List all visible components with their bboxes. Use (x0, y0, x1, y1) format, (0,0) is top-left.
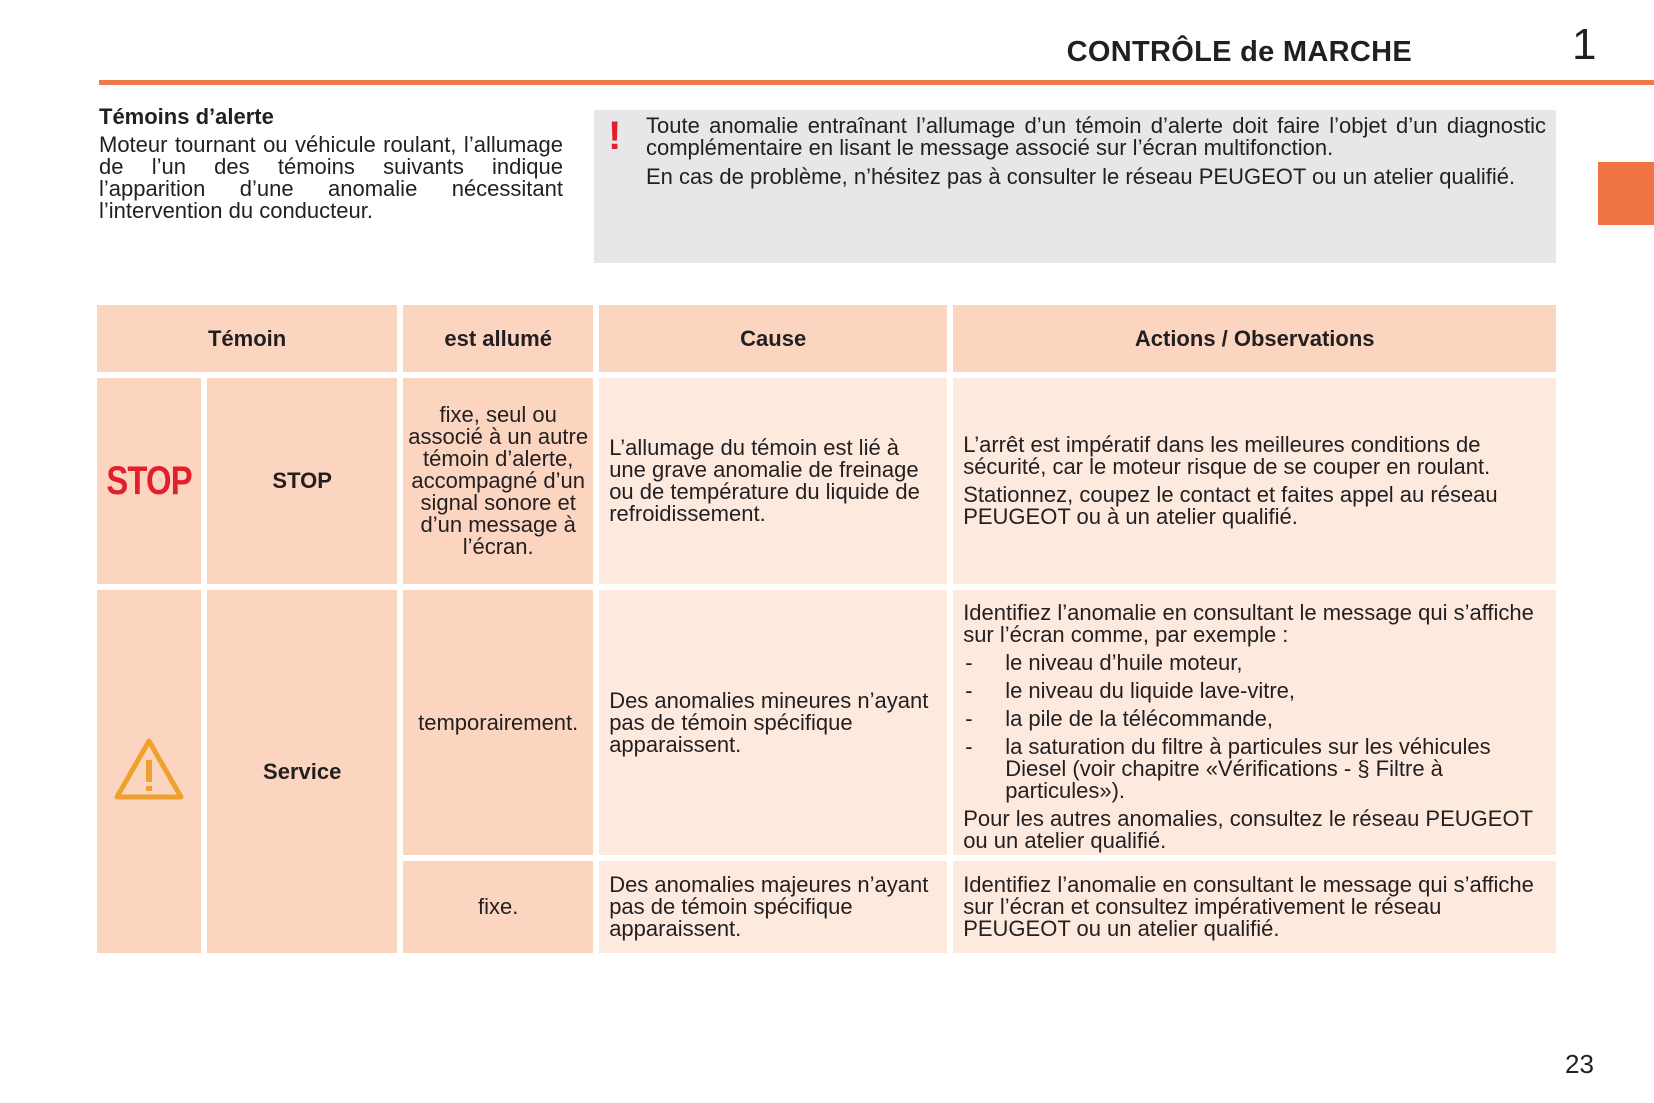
actions-cell (953, 590, 1556, 855)
intro-title: Témoins d’alerte (99, 104, 274, 129)
warning-triangle-icon (113, 736, 185, 802)
notice-paragraph: En cas de problème, n’hésitez pas à consulter le réseau PEUGEOT ou un atelier qualifié. (646, 164, 1516, 189)
column-header-actions: Actions / Observations (953, 305, 1556, 372)
notice-box (594, 110, 1556, 263)
header-rule (99, 80, 1654, 85)
list-item: - la saturation du filtre à particules sur les véhicules Diesel (voir chapitre «Vérifications - § Filtre à particules»). (963, 736, 1546, 802)
page-number: 23 (1565, 1049, 1594, 1079)
stop-icon: STOP (106, 458, 192, 503)
actions-paragraph: Identifiez l’anomalie en consultant le message qui s’affiche sur l’écran et consultez impérativement le réseau PEUGEOT ou un atelier qualifié. (963, 872, 1534, 941)
cause-text: L’allumage du témoin est lié à une grave anomalie de freinage ou de température du liquide de refroidissement. (599, 378, 947, 584)
cause-text: Des anomalies mineures n’ayant pas de témoin spécifique apparaissent. (599, 590, 947, 855)
warning-lights-table (91, 299, 1562, 959)
chapter-number: 1 (1572, 20, 1597, 69)
intro-section (99, 104, 563, 222)
actions-paragraph: Stationnez, coupez le contact et faites appel au réseau PEUGEOT ou à un atelier qualifié. (963, 482, 1498, 529)
lit-condition: temporairement. (403, 590, 593, 855)
lit-condition: fixe. (403, 861, 593, 953)
actions-intro: Identifiez l’anomalie en consultant le message qui s’affiche sur l’écran comme, par exemple : (963, 599, 1534, 647)
column-header-est-allume: est allumé (403, 305, 593, 372)
list-item: - le niveau du liquide lave-vitre, (963, 680, 1546, 702)
page-header-title: CONTRÔLE de MARCHE (1066, 36, 1412, 68)
actions-cell (953, 378, 1556, 584)
lit-condition: fixe, seul ou associé à un autre témoin d’alerte, accompagné d’un signal sonore et d’un message à l’écran. (403, 378, 593, 584)
column-header-temoin: Témoin (97, 305, 397, 372)
column-header-cause: Cause (599, 305, 947, 372)
actions-list (963, 649, 1546, 803)
chapter-side-tab[interactable] (1598, 162, 1654, 225)
stop-icon-cell (97, 378, 201, 584)
table-row-stop (97, 378, 1556, 584)
actions-paragraph: L’arrêt est impératif dans les meilleures conditions de sécurité, car le moteur risque de se couper en roulant. (963, 432, 1491, 479)
table-row-service-temporary (97, 590, 1556, 855)
witness-name: STOP (207, 378, 397, 584)
notice-paragraph: Toute anomalie entraînant l’allumage d’un témoin d’alerte doit faire l’objet d’un diagnostic complémentaire en lisant le message associé sur l’écran multifonction. (646, 113, 1546, 160)
intro-body: Moteur tournant ou véhicule roulant, l’allumage de l’un des témoins suivants indique l’apparition d’une anomalie nécessitant l’intervention du conducteur. (99, 132, 563, 223)
warning-icon-cell (97, 590, 201, 953)
list-item: - la pile de la télécommande, (963, 708, 1546, 730)
cause-text: Des anomalies majeures n’ayant pas de témoin spécifique apparaissent. (599, 861, 947, 953)
exclamation-icon: ! (608, 114, 622, 158)
actions-cell (953, 861, 1556, 953)
list-item: - le niveau d’huile moteur, (963, 652, 1546, 674)
table-header-row (97, 305, 1556, 372)
actions-outro: Pour les autres anomalies, consultez le réseau PEUGEOT ou un atelier qualifié. (963, 805, 1533, 853)
witness-name: Service (207, 590, 397, 953)
